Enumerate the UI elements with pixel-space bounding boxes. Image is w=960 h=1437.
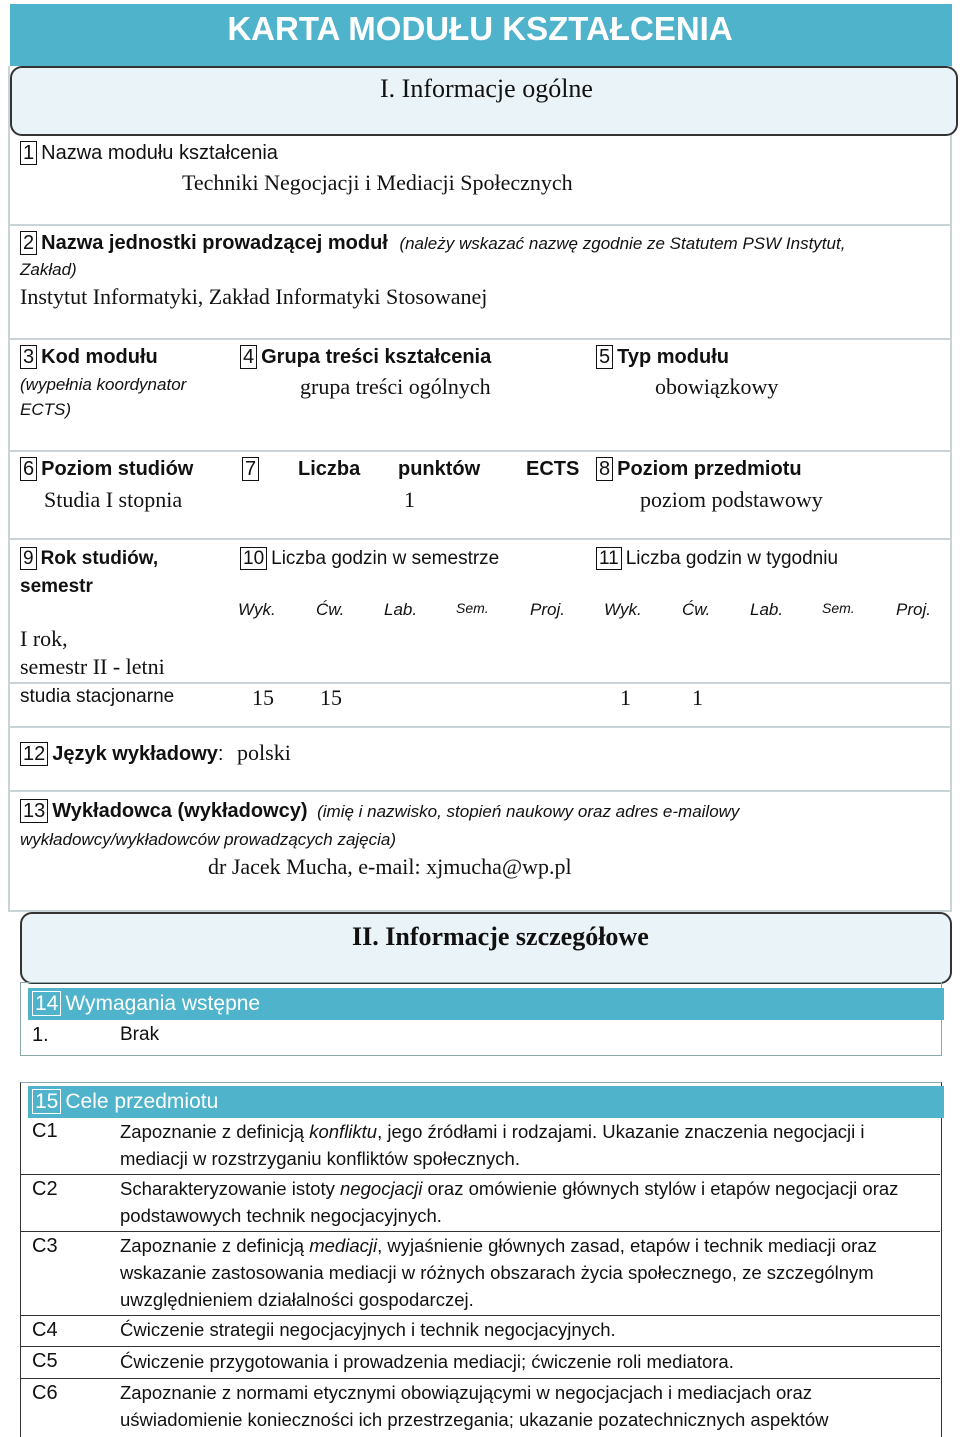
field-7-label-c: ECTS [526, 458, 580, 480]
field-3-label: 3 Kod modułu [20, 346, 158, 369]
requirement-number: 1. [32, 1024, 49, 1046]
frame-left [8, 66, 10, 912]
field-7-label-a: Liczba [298, 458, 361, 480]
goal-code: C3 [32, 1235, 58, 1257]
goal-text: Ćwiczenie przygotowania i prowadzenia mediacji; ćwiczenie roli mediatora. [120, 1351, 734, 1372]
goal-text: Zapoznanie z normami etycznymi obowiązującymi w negocjacjach i mediacjach oraz uświadomienie konieczności ich przestrzegania; ukazanie pozatechnicznych aspektów [120, 1382, 829, 1430]
field-6-label: 6 Poziom studiów [20, 458, 193, 481]
goal-code: C1 [32, 1120, 58, 1142]
col-proj: Proj. [530, 600, 565, 619]
lecturer-value: dr Jacek Mucha, e-mail: xjmucha@wp.pl [208, 854, 572, 879]
col-proj-week: Proj. [896, 600, 931, 619]
col-cw: Ćw. [316, 600, 345, 619]
field-13-note-cont: wykładowcy/wykładowców prowadzących zajęcia) [20, 830, 397, 849]
frame-right [950, 66, 952, 912]
requirement-text: Brak [120, 1024, 160, 1045]
field-7-label-b: punktów [398, 458, 481, 480]
field-4-label: 4 Grupa treści kształcenia [240, 346, 491, 369]
divider [8, 790, 952, 792]
col-wyk-week: Wyk. [604, 600, 642, 619]
year-value: I rok, [20, 626, 68, 651]
hours-sem-cw: 15 [320, 685, 342, 710]
unit-name-value: Instytut Informatyki, Zakład Informatyki Stosowanej [20, 284, 488, 309]
section-title-detailed: II. Informacje szczegółowe [352, 922, 649, 951]
goal-code: C6 [32, 1382, 58, 1404]
divider [8, 726, 952, 728]
field-2-note-cont: Zakład) [20, 260, 77, 279]
field-5-label: 5 Typ modułu [596, 346, 729, 369]
field-10-label: 10 Liczba godzin w semestrze [240, 548, 499, 570]
goal-code: C5 [32, 1350, 58, 1372]
content-group-value: grupa treści ogólnych [300, 374, 491, 399]
hours-sem-wyk: 15 [252, 685, 274, 710]
hours-week-cw: 1 [692, 685, 703, 710]
field-2-label: 2 Nazwa jednostki prowadzącej moduł (należy wskazać nazwę zgodnie ze Statutem PSW Instytut, [20, 232, 845, 255]
semester-value: semestr II - letni [20, 654, 165, 679]
field-9-label-cont: semestr [20, 576, 93, 597]
field-3-note: (wypełnia koordynator [20, 375, 187, 394]
field-8-label: 8 Poziom przedmiotu [596, 458, 802, 481]
divider [8, 224, 952, 226]
goal-text: Zapoznanie z definicją mediacji, wyjaśnienie głównych zasad, etapów i technik mediacji oraz wskazanie zastosowania mediacji w różnych obszarach życia społecznego, ze szczególnym uwzględnieniem działalności gospodarczej. [120, 1235, 877, 1310]
ects-value: 1 [404, 487, 415, 512]
field-1-label: 1 Nazwa modułu kształcenia [20, 142, 278, 165]
col-sem-week: Sem. [822, 600, 855, 616]
divider [8, 538, 952, 540]
field-3-note-cont: ECTS) [20, 400, 71, 419]
col-lab: Lab. [384, 600, 418, 619]
study-level-value: Studia I stopnia [44, 487, 183, 512]
col-cw-week: Ćw. [682, 600, 711, 619]
field-7-label: 7 [242, 458, 263, 481]
language-value: polski [237, 740, 291, 765]
goal-text: Ćwiczenie strategii negocjacyjnych i technik negocjacyjnych. [120, 1319, 616, 1340]
field-11-label: 11 Liczba godzin w tygodniu [596, 548, 838, 570]
goal-code: C4 [32, 1319, 58, 1341]
course-level-value: poziom podstawowy [640, 487, 823, 512]
goal-text: Zapoznanie z definicją konfliktu, jego źródłami i rodzajami. Ukazanie znaczenia negocjacji i mediacji w rozstrzyganiu konfliktów społecznych. [120, 1121, 865, 1169]
col-lab-week: Lab. [750, 600, 784, 619]
field-12-label: 12 Język wykładowy: polski [20, 740, 291, 766]
divider [8, 682, 952, 684]
col-sem: Sem. [456, 600, 489, 616]
divider [8, 338, 952, 340]
hours-week-wyk: 1 [620, 685, 631, 710]
study-mode: studia stacjonarne [20, 686, 175, 707]
col-wyk: Wyk. [238, 600, 276, 619]
goals-header: 15 Cele przedmiotu [28, 1086, 944, 1118]
field-9-label: 9 Rok studiów, [20, 548, 158, 570]
divider [8, 450, 952, 452]
field-13-label: 13 Wykładowca (wykładowcy) (imię i nazwisko, stopień naukowy oraz adres e-mailowy [20, 800, 739, 823]
module-name-value: Techniki Negocjacji i Mediacji Społecznych [182, 170, 573, 195]
module-type-value: obowiązkowy [655, 374, 779, 399]
goal-text: Scharakteryzowanie istoty negocjacji oraz omówienie głównych stylów i etapów negocjacji oraz podstawowych technik negocjacyjnych. [120, 1178, 899, 1226]
goal-separator [20, 1346, 940, 1347]
goal-code: C2 [32, 1178, 58, 1200]
page-title: KARTA MODUŁU KSZTAŁCENIA [227, 10, 733, 47]
section-title-general: I. Informacje ogólne [380, 74, 593, 103]
requirements-header: 14 Wymagania wstępne [28, 988, 944, 1020]
